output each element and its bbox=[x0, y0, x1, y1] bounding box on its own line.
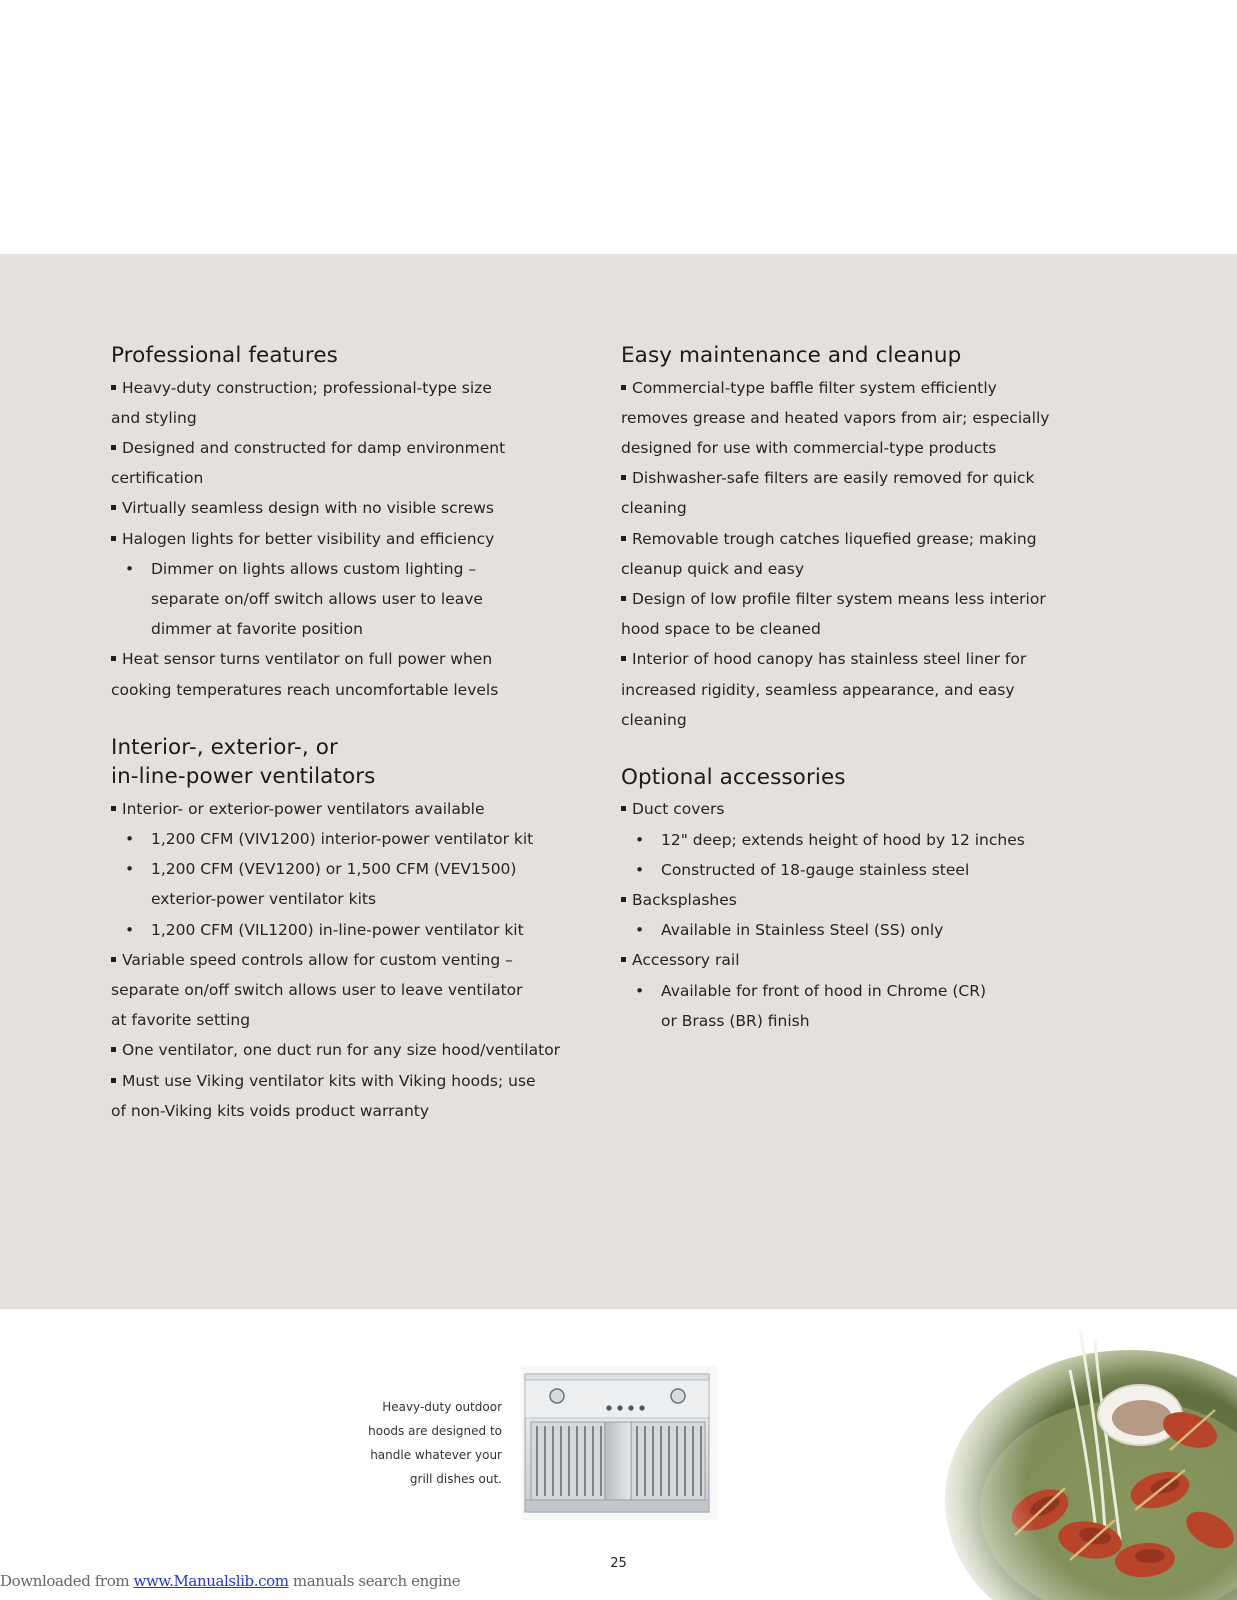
heading-easy-maintenance: Easy maintenance and cleanup bbox=[621, 343, 962, 368]
list-item-continuation: cooking temperatures reach uncomfortable levels bbox=[111, 680, 499, 699]
image-caption: Heavy-duty outdoor hoods are designed to handle whatever your grill dishes out. bbox=[368, 1400, 502, 1486]
square-bullet-icon bbox=[111, 957, 116, 962]
sub-list-item: • 1,200 CFM (VEV1200) or 1,500 CFM (VEV1500) bbox=[111, 854, 581, 884]
sub-list-item: • 1,200 CFM (VIV1200) interior-power ventilator kit bbox=[111, 824, 581, 854]
list-item: Virtually seamless design with no visible screws bbox=[111, 493, 581, 523]
list-item: One ventilator, one duct run for any size hood/ventilator bbox=[111, 1035, 581, 1065]
dot-bullet-icon: • bbox=[635, 830, 645, 849]
sub-list-item-continuation: or Brass (BR) finish bbox=[661, 1011, 810, 1030]
list-item: Dishwasher-safe filters are easily removed for quick bbox=[621, 463, 1061, 493]
dot-bullet-icon: • bbox=[635, 921, 645, 940]
list-item-continuation: designed for use with commercial-type products bbox=[621, 438, 997, 457]
section-optional-accessories bbox=[621, 763, 1061, 1036]
bullet-list bbox=[111, 794, 581, 1126]
list-item-continuation: cleaning bbox=[621, 710, 687, 729]
sub-list-item-continuation: separate on/off switch allows user to leave bbox=[151, 589, 483, 608]
dot-bullet-icon: • bbox=[125, 829, 135, 848]
square-bullet-icon bbox=[621, 957, 626, 962]
section-ventilators bbox=[111, 733, 581, 1126]
square-bullet-icon bbox=[621, 475, 626, 480]
dot-bullet-icon: • bbox=[125, 860, 135, 879]
list-item: Variable speed controls allow for custom venting – bbox=[111, 945, 581, 975]
square-bullet-icon bbox=[111, 1078, 116, 1083]
sub-list-item-continuation: exterior-power ventilator kits bbox=[151, 890, 377, 909]
list-item: Halogen lights for better visibility and efficiency bbox=[111, 524, 581, 554]
list-item: Removable trough catches liquefied grease; making bbox=[621, 524, 1061, 554]
list-item-continuation: at favorite setting bbox=[111, 1011, 251, 1030]
sub-list-item-continuation: dimmer at favorite position bbox=[151, 620, 363, 639]
sub-list-item: • Constructed of 18-gauge stainless steel bbox=[621, 855, 1061, 885]
square-bullet-icon bbox=[621, 536, 626, 541]
list-item: Duct covers bbox=[621, 794, 1061, 824]
bullet-list bbox=[621, 373, 1061, 735]
sub-list-item: • Available for front of hood in Chrome (CR) bbox=[621, 976, 1061, 1006]
dot-bullet-icon: • bbox=[635, 860, 645, 879]
list-item: Commercial-type baffle filter system efficiently bbox=[621, 373, 1061, 403]
list-item: Designed and constructed for damp environment bbox=[111, 433, 581, 463]
list-item-continuation: cleaning bbox=[621, 499, 687, 518]
heading-optional-accessories: Optional accessories bbox=[621, 764, 846, 790]
section-professional-features bbox=[111, 341, 581, 705]
square-bullet-icon bbox=[111, 806, 116, 811]
list-item-continuation: increased rigidity, seamless appearance, and easy bbox=[621, 680, 1015, 699]
square-bullet-icon bbox=[111, 656, 116, 661]
square-bullet-icon bbox=[111, 445, 116, 450]
dot-bullet-icon: • bbox=[125, 559, 135, 578]
right-column bbox=[621, 341, 1061, 1054]
sub-list-item: • 12" deep; extends height of hood by 12 inches bbox=[621, 825, 1061, 855]
list-item-continuation: cleanup quick and easy bbox=[621, 559, 805, 578]
square-bullet-icon bbox=[111, 536, 116, 541]
list-item: Must use Viking ventilator kits with Viking hoods; use bbox=[111, 1066, 581, 1096]
dot-bullet-icon: • bbox=[635, 981, 645, 1000]
square-bullet-icon bbox=[621, 806, 626, 811]
list-item-continuation: hood space to be cleaned bbox=[621, 620, 821, 639]
bullet-list bbox=[621, 794, 1061, 1036]
sub-list-item: • 1,200 CFM (VIL1200) in-line-power ventilator kit bbox=[111, 915, 581, 945]
section-easy-maintenance bbox=[621, 341, 1061, 735]
list-item-continuation: of non-Viking kits voids product warranty bbox=[111, 1101, 430, 1120]
square-bullet-icon bbox=[111, 505, 116, 510]
footer-suffix: manuals search engine bbox=[292, 1572, 461, 1590]
list-item: Design of low profile filter system means less interior bbox=[621, 584, 1061, 614]
download-footer bbox=[0, 1572, 460, 1590]
square-bullet-icon bbox=[621, 656, 626, 661]
list-item-continuation: separate on/off switch allows user to leave ventilator bbox=[111, 980, 523, 999]
heading-professional-features: Professional features bbox=[111, 343, 338, 368]
outdoor-hood-image bbox=[521, 1366, 717, 1520]
page-number: 25 bbox=[610, 1556, 627, 1571]
left-column bbox=[111, 341, 581, 1144]
list-item: Backsplashes bbox=[621, 885, 1061, 915]
food-photo-image bbox=[930, 1310, 1237, 1600]
sub-list-item: • Available in Stainless Steel (SS) only bbox=[621, 915, 1061, 945]
manualslib-link[interactable]: www.Manualslib.com bbox=[133, 1572, 289, 1590]
square-bullet-icon bbox=[621, 385, 626, 390]
list-item: Interior of hood canopy has stainless steel liner for bbox=[621, 644, 1061, 674]
square-bullet-icon bbox=[621, 596, 626, 601]
heading-ventilators: Interior-, exterior-, or in-line-power ventilators bbox=[111, 734, 376, 790]
list-item: Accessory rail bbox=[621, 945, 1061, 975]
bullet-list bbox=[111, 373, 581, 705]
list-item: Heat sensor turns ventilator on full power when bbox=[111, 644, 581, 674]
dot-bullet-icon: • bbox=[125, 920, 135, 939]
square-bullet-icon bbox=[111, 385, 116, 390]
footer-prefix: Downloaded from bbox=[0, 1572, 130, 1590]
list-item-continuation: and styling bbox=[111, 408, 197, 427]
sub-list-item: • Dimmer on lights allows custom lighting – bbox=[111, 554, 581, 584]
list-item-continuation: certification bbox=[111, 469, 204, 488]
list-item: Interior- or exterior-power ventilators available bbox=[111, 794, 581, 824]
list-item: Heavy-duty construction; professional-type size bbox=[111, 373, 581, 403]
square-bullet-icon bbox=[111, 1047, 116, 1052]
list-item-continuation: removes grease and heated vapors from air; especially bbox=[621, 408, 1050, 427]
square-bullet-icon bbox=[621, 897, 626, 902]
